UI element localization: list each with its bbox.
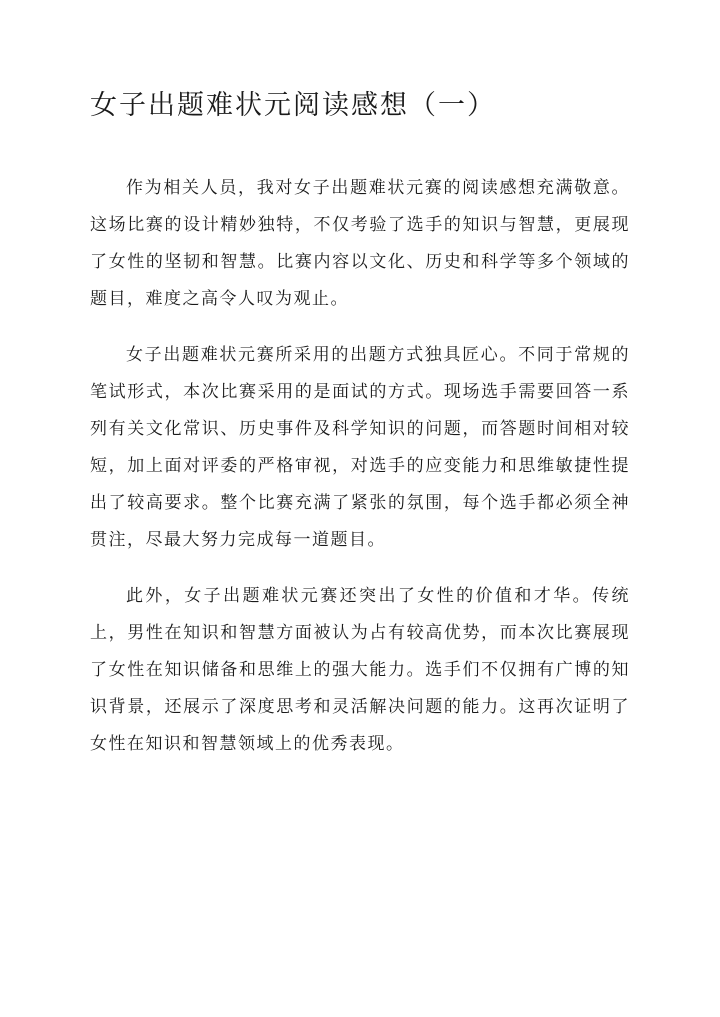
paragraph-2: 女子出题难状元赛所采用的出题方式独具匠心。不同于常规的笔试形式，本次比赛采用的是面试的方式。现场选手需要回答一系列有关文化常识、历史事件及科学知识的问题，而答题时间相对较短，加上面对评委的严格审视，对选手的应变能力和思维敏捷性提出了较高要求。整个比赛充满了紧张的氛围，每个选手都必须全神贯注，尽最大努力完成每一道题目。 [90, 345, 630, 550]
paragraph-1: 作为相关人员，我对女子出题难状元赛的阅读感想充满敬意。这场比赛的设计精妙独特，不仅考验了选手的知识与智慧，更展现了女性的坚韧和智慧。比赛内容以文化、历史和科学等多个领域的题目，难度之高令人叹为观止。 [90, 178, 630, 309]
document-body [90, 170, 630, 782]
document-title: 女子出题难状元阅读感想（一） [90, 90, 496, 121]
paragraph-3: 此外，女子出题难状元赛还突出了女性的价值和才华。传统上，男性在知识和智慧方面被认为占有较高优势，而本次比赛展现了女性在知识储备和思维上的强大能力。选手们不仅拥有广博的知识背景，还展示了深度思考和灵活解决问题的能力。这再次证明了女性在知识和智慧领域上的优秀表现。 [90, 586, 630, 754]
